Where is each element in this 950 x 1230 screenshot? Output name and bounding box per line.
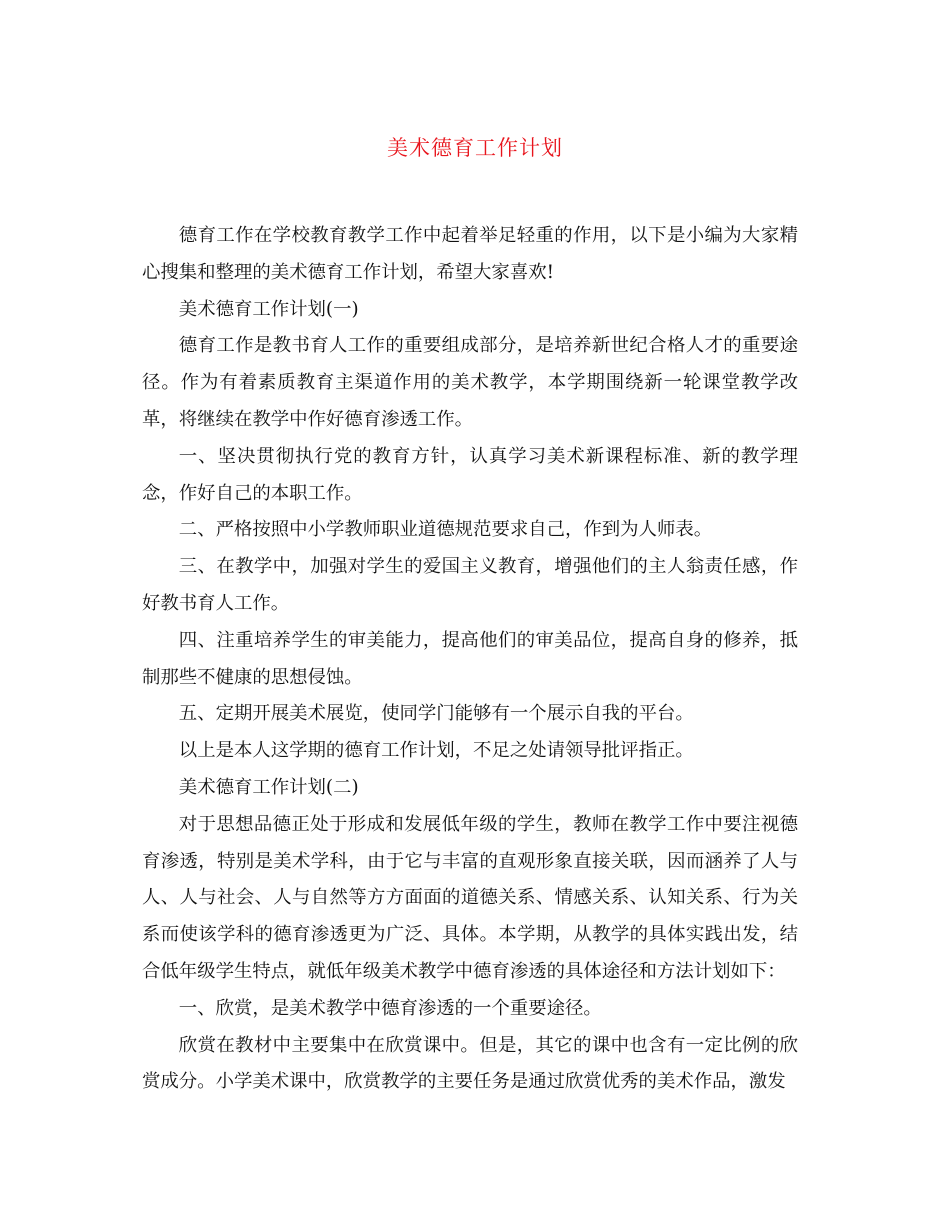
list-item: 一、欣赏，是美术教学中德育渗透的一个重要途径。 (178, 997, 602, 1019)
paragraph: 对于思想品德正处于形成和发展低年级的学生，教师在教学工作中要注视德育渗透，特别是美术学科，由于它与丰富的直观形象直接关联，因而涵养了人与人、人与社会、人与自然等方方面面的道德关系、情感关系、认知关系、行为关系而使该学科的德育渗透更为广泛、具体。本学期，从教学的具体实践出发，结合低年级学生特点，就低年级美术教学中德育渗透的具体途径和方法计划如下： (142, 813, 798, 982)
section-heading-plan-1: 美术德育工作计划(一) (178, 298, 359, 320)
paragraph: 德育工作是教书育人工作的重要组成部分，是培养新世纪合格人才的重要途径。作为有着素质教育主渠道作用的美术教学，本学期围绕新一轮课堂教学改革，将继续在教学中作好德育渗透工作。 (142, 335, 798, 430)
paragraph: 欣赏在教材中主要集中在欣赏课中。但是，其它的课中也含有一定比例的欣赏成分。小学美术课中，欣赏教学的主要任务是通过欣赏优秀的美术作品，激发 (142, 1034, 798, 1093)
list-item: 四、注重培养学生的审美能力，提高他们的审美品位，提高自身的修养，抵制那些不健康的思想侵蚀。 (142, 629, 798, 688)
list-item: 三、在教学中，加强对学生的爱国主义教育，增强他们的主人翁责任感，作好教书育人工作。 (142, 556, 798, 614)
paragraph-intro: 德育工作在学校教育教学工作中起着举足轻重的作用，以下是小编为大家精心搜集和整理的美术德育工作计划，希望大家喜欢! (142, 225, 798, 283)
list-item: 五、定期开展美术展览，使同学门能够有一个展示自我的平台。 (178, 703, 694, 725)
document-body (142, 218, 798, 1101)
section-heading-plan-2: 美术德育工作计划(二) (178, 776, 359, 798)
paragraph: 以上是本人这学期的德育工作计划，不足之处请领导批评指正。 (178, 740, 694, 762)
document-title: 美术德育工作计划 (387, 136, 563, 160)
list-item: 二、严格按照中小学教师职业道德规范要求自己，作到为人师表。 (178, 519, 713, 541)
list-item: 一、坚决贯彻执行党的教育方针，认真学习美术新课程标准、新的教学理念，作好自己的本职工作。 (142, 445, 798, 504)
